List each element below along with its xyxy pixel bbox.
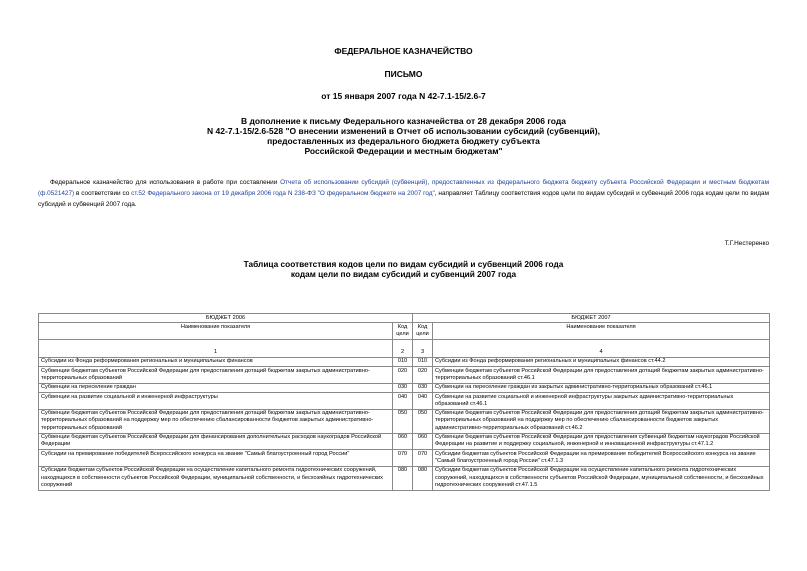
subject-line-3: предоставленных из федерального бюджета бюджету субъекта	[267, 136, 540, 146]
federal-law-link[interactable]: ст.52 Федерального закона от 19 декабря 2006 года N 238-ФЗ "О федеральном бюджете на 2007 год"	[131, 190, 435, 197]
column-code-2007: Код цели	[413, 323, 433, 340]
row-code-2007: 030	[413, 383, 433, 392]
row-name-2006: Субвенции на развитие социальной и инженерной инфраструктуры	[39, 393, 393, 410]
row-code-2007: 070	[413, 450, 433, 467]
row-name-2007: Субсидии бюджетам субъектов Российской Федерации на осуществление капитального ремонта гидротехнических сооружений, находящихся в собственности субъектов Российской Федерации, муниципальной собственности, и бесхозяйных гидротехнических сооружений ст.47.1.5	[433, 466, 770, 490]
column-number-3: 3	[413, 339, 433, 357]
subject-line-1: В дополнение к письму Федерального казначейства от 28 декабря 2006 года	[241, 116, 566, 126]
table-header-budget	[39, 314, 770, 323]
column-number-2: 2	[393, 339, 413, 357]
row-name-2006: Субсидии бюджетам субъектов Российской Федерации на осуществление капитального ремонта гидротехнических сооружений, находящихся в собственности субъектов Российской Федерации, муниципальной собственности, и бесхозяйных гидротехнических сооружений	[39, 466, 393, 490]
table-row	[39, 409, 770, 433]
signature: Т.Г.Нестеренко	[724, 240, 769, 247]
row-code-2006: 070	[393, 450, 413, 467]
row-code-2006: 020	[393, 367, 413, 384]
budget-2006-header: БЮДЖЕТ 2006	[39, 314, 413, 323]
row-name-2006: Субсидии на премирование победителей Всероссийского конкурса на звание "Самый благоустроенный город России"	[39, 450, 393, 467]
column-name-2007: Наименование показателя	[433, 323, 770, 340]
table-header-numbers	[39, 339, 770, 357]
row-name-2007: Субвенции на переселение граждан из закрытых административно-территориальных образований ст.46.1	[433, 383, 770, 392]
row-code-2006: 030	[393, 383, 413, 392]
row-code-2007: 020	[413, 367, 433, 384]
table-title	[0, 259, 807, 279]
row-code-2006: 060	[393, 433, 413, 450]
table-row	[39, 433, 770, 450]
report-form-link[interactable]: Отчета об использовании субсидий (субвенций), предоставленных из федерального бюджета бюджету субъекта Российской Федерации и местным бюджетам (ф.0521427)	[38, 179, 769, 197]
body-text-part-2: в соответствии со	[74, 190, 132, 197]
body-text-part-3: , направляет Таблицу соответствия кодов цели по видам субсидий и субвенций 2006 года кодам цели по видам субсидий и субвенций 2007 года.	[38, 190, 769, 208]
document-date: от 15 января 2007 года N 42-7.1-15/2.6-7	[321, 91, 486, 101]
column-name-2006: Наименование показателя	[39, 323, 393, 340]
row-name-2006: Субвенции на переселение граждан	[39, 383, 393, 392]
row-name-2006: Субвенции бюджетам субъектов Российской Федерации для предоставления дотаций бюджетам закрытых административно-территориальных образований на поддержку мер по обеспечению сбалансированности бюджетов закрытых административно-территориальных образований	[39, 409, 393, 433]
table-row	[39, 367, 770, 384]
row-code-2006: 010	[393, 357, 413, 366]
document-type: ПИСЬМО	[384, 69, 423, 79]
table-row	[39, 393, 770, 410]
row-code-2006: 080	[393, 466, 413, 490]
table-row	[39, 450, 770, 467]
table-title-line-1: Таблица соответствия кодов цели по видам субсидий и субвенций 2006 года	[243, 259, 564, 269]
table-header-columns	[39, 323, 770, 340]
subject-line-4: Российской Федерации и местным бюджетам"	[304, 146, 503, 156]
row-name-2007: Субвенции на развитие социальной и инженерной инфраструктуры закрытых административно-территориальных образований ст.46.1	[433, 393, 770, 410]
row-name-2007: Субвенции бюджетам субъектов Российской Федерации для предоставления субвенций бюджетам наукоградов Российской Федерации на развитие и поддержку социальной, инженерной и инновационной инфраструктуры ст.47.1.2	[433, 433, 770, 450]
table-row	[39, 383, 770, 392]
row-code-2007: 080	[413, 466, 433, 490]
row-code-2007: 010	[413, 357, 433, 366]
table-row	[39, 466, 770, 490]
document-subject	[130, 116, 677, 156]
row-code-2007: 040	[413, 393, 433, 410]
row-name-2007: Субсидии бюджетам субъектов Российской Федерации на премирование победителей Всероссийского конкурса на звание "Самый благоустроенный город России" ст.47.1.3	[433, 450, 770, 467]
row-name-2006: Субвенции бюджетам субъектов Российской Федерации для финансирования дополнительных расходов наукоградов Российской Федерации	[39, 433, 393, 450]
row-code-2006: 040	[393, 393, 413, 410]
column-number-1: 1	[39, 339, 393, 357]
row-name-2006: Субсидии из Фонда реформирования региональных и муниципальных финансов	[39, 357, 393, 366]
body-text-part-1: Федеральное казначейство для использования в работе при составлении	[50, 179, 281, 186]
row-name-2007: Субвенции бюджетам субъектов Российской Федерации для предоставления дотаций бюджетам закрытых административно-территориальных образований на поддержку мер по обеспечению сбалансированности бюджетов закрытых административно-территориальных образований ст.46.2	[433, 409, 770, 433]
table-row	[39, 357, 770, 366]
row-code-2007: 050	[413, 409, 433, 433]
correspondence-table	[38, 313, 770, 491]
budget-2007-header: БЮДЖЕТ 2007	[413, 314, 770, 323]
table-title-line-2: кодам цели по видам субсидий и субвенций 2007 года	[290, 269, 517, 279]
row-name-2006: Субвенции бюджетам субъектов Российской Федерации для предоставления дотаций бюджетам закрытых административно-территориальных образований	[39, 367, 393, 384]
column-number-4: 4	[433, 339, 770, 357]
row-code-2007: 060	[413, 433, 433, 450]
row-name-2007: Субвенции бюджетам субъектов Российской Федерации для предоставления дотаций бюджетам закрытых административно-территориальных образований ст.46.1	[433, 367, 770, 384]
row-code-2006: 050	[393, 409, 413, 433]
subject-line-2: N 42-7.1-15/2.6-528 "О внесении изменений в Отчет об использовании субсидий (субвенций),	[207, 126, 600, 136]
column-code-2006: Код цели	[393, 323, 413, 340]
row-name-2007: Субсидии из Фонда реформирования региональных и муниципальных финансов ст.44.2	[433, 357, 770, 366]
organization-title: ФЕДЕРАЛЬНОЕ КАЗНАЧЕЙСТВО	[334, 46, 473, 56]
body-paragraph	[38, 177, 769, 210]
